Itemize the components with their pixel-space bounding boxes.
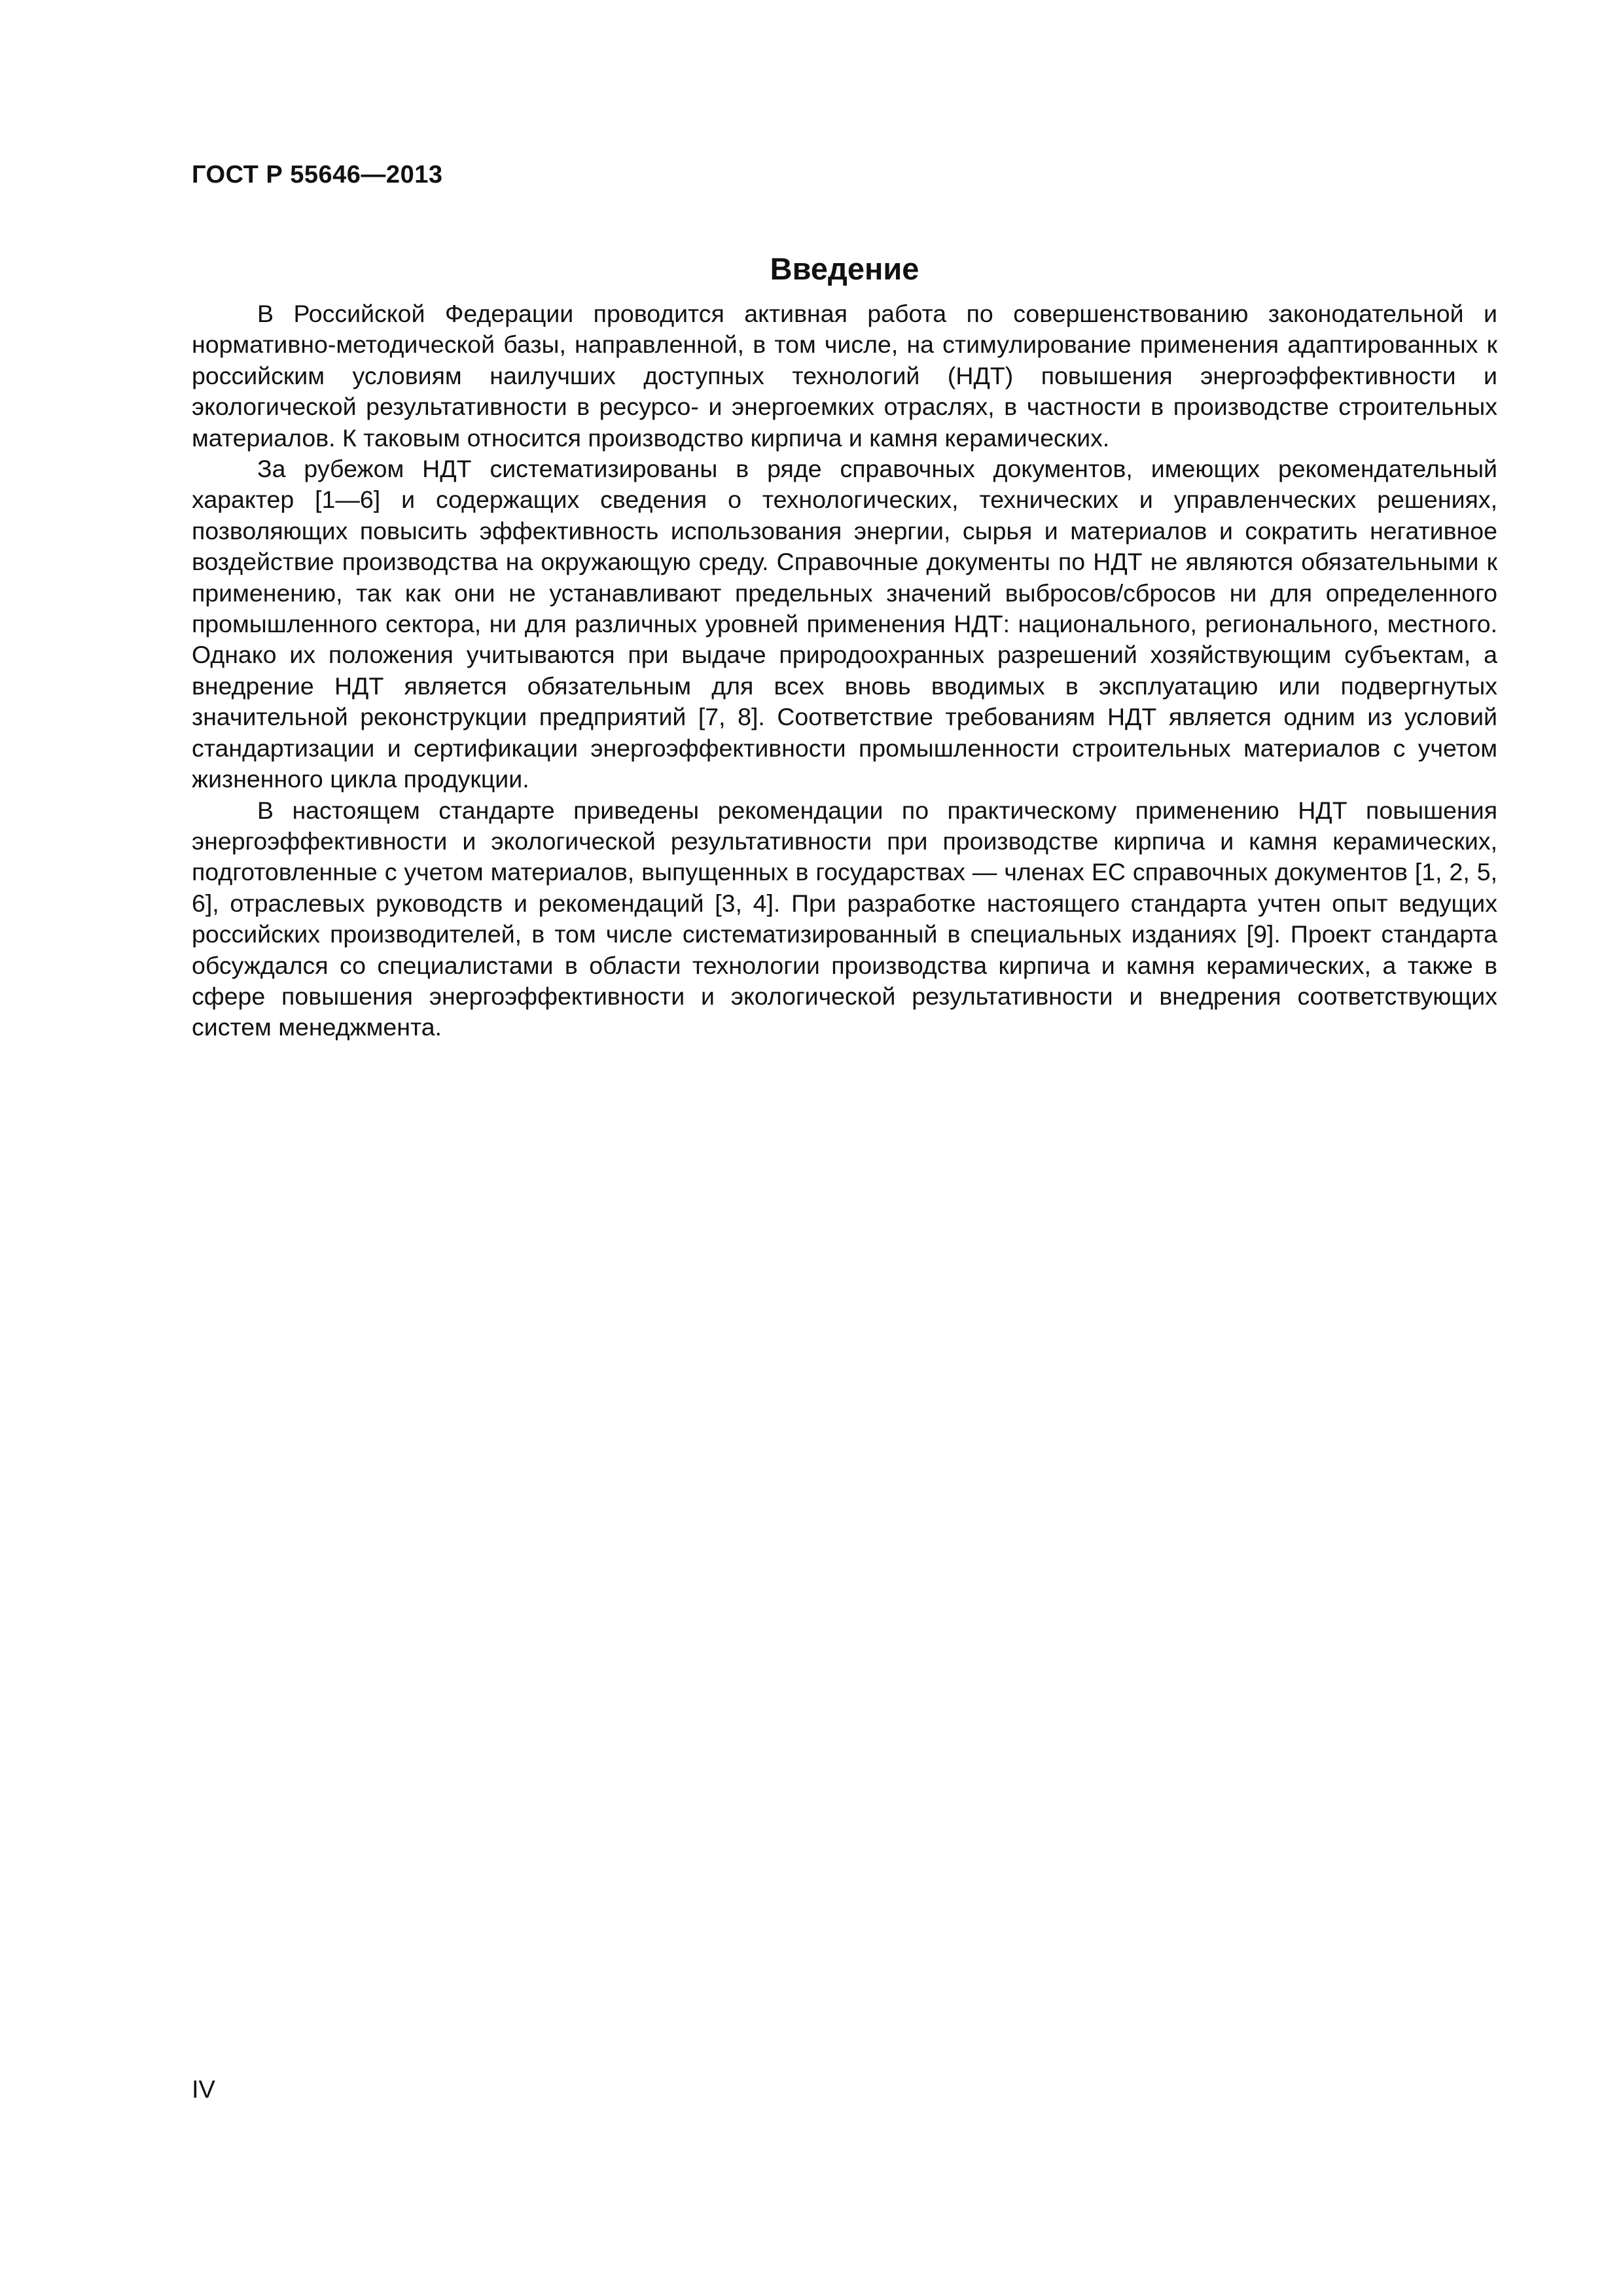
page-number: IV <box>192 2076 215 2104</box>
introduction-body <box>192 298 1497 1043</box>
document-code: ГОСТ Р 55646—2013 <box>192 161 443 188</box>
paragraph: В Российской Федерации проводится активная работа по совершенствованию законодательной и нормативно-методической базы, направленной, в том числе, на стимулирование применения адаптированных к российским условиям наилучших доступных технологий (НДТ) повышения энергоэффективности и экологической результативности в ресурсо- и энергоемких отраслях, в частности в производстве строительных материалов. К таковым относится производство кирпича и камня керамических. <box>192 300 1497 452</box>
section-title: Введение <box>770 251 919 287</box>
paragraph: За рубежом НДТ систематизированы в ряде справочных документов, имеющих рекомендательный характер [1—6] и содержащих сведения о технологических, технических и управленческих решениях, позволяющих повысить эффективность использования энергии, сырья и материалов и сократить негативное воздействие производства на окружающую среду. Справочные документы по НДТ не являются обязательными к применению, так как они не устанавливают предельных значений выбросов/сбросов ни для определенного промышленного сектора, ни для различных уровней применения НДТ: национального, регионального, местного. Однако их положения учитываются при выдаче природоохранных разрешений хозяйствующим субъектам, а внедрение НДТ является обязательным для всех вновь вводимых в эксплуатацию или подвергнутых значительной реконструкции предприятий [7, 8]. Соответствие требованиям НДТ является одним из условий стандартизации и сертификации энергоэффективности промышленности строительных материалов с учетом жизненного цикла продукции. <box>192 455 1497 793</box>
paragraph: В настоящем стандарте приведены рекомендации по практическому применению НДТ повышения энергоэффективности и экологической результативности при производстве кирпича и камня керамических, подготовленные с учетом материалов, выпущенных в государствах — членах ЕС справочных документов [1, 2, 5, 6], отраслевых руководств и рекомендаций [3, 4]. При разработке настоящего стандарта учтен опыт ведущих российских производителей, в том числе систематизированный в специальных изданиях [9]. Проект стандарта обсуждался со специалистами в области технологии производства кирпича и камня керамических, а также в сфере повышения энергоэффективности и экологической результативности и внедрения соответствующих систем менеджмента. <box>192 796 1497 1041</box>
